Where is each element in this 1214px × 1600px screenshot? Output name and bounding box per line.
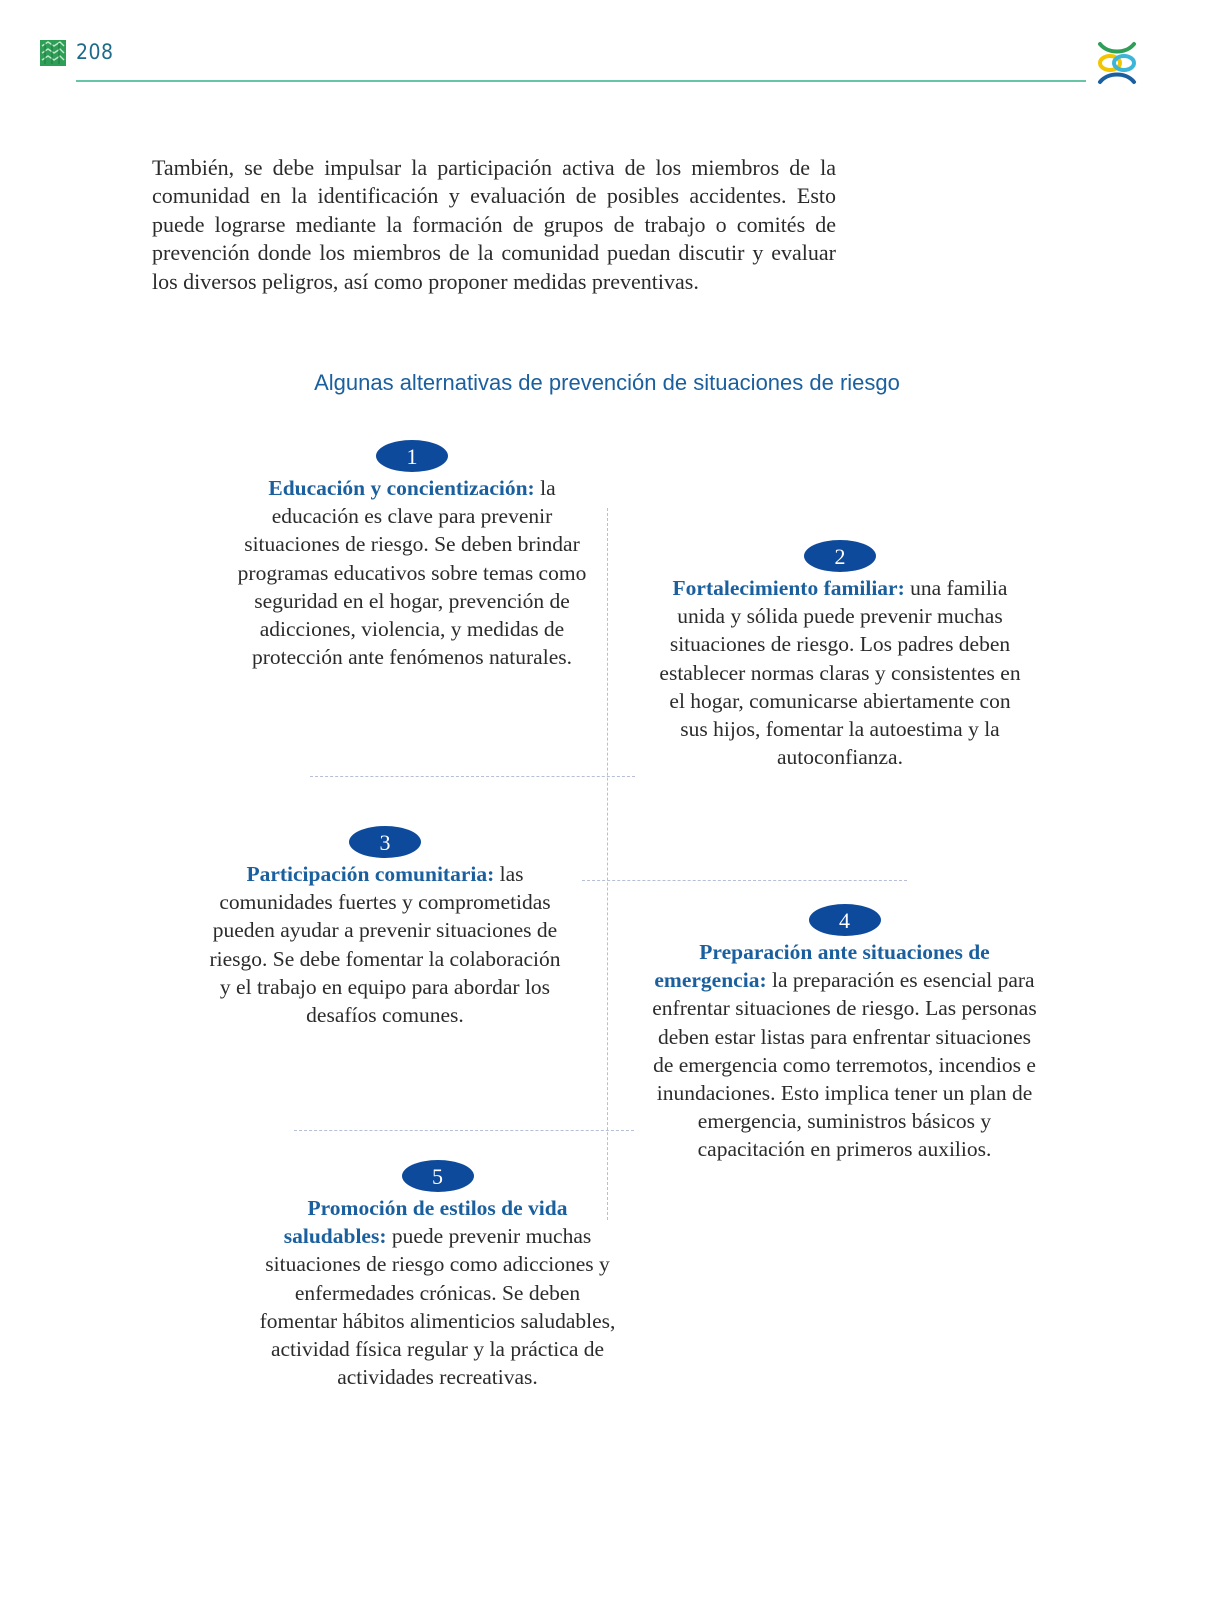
item-body: puede prevenir muchas situaciones de riesgo como adicciones y enfermedades crónicas. Se deben fomentar hábitos alimenticios saludables, actividad física regular y la práctica de actividades recreativas.: [259, 1224, 616, 1390]
alternative-item-2: [655, 540, 1025, 771]
item-heading: Fortalecimiento familiar:: [672, 576, 905, 600]
alternative-item-5: [255, 1160, 620, 1391]
horizontal-divider: [582, 880, 907, 881]
horizontal-divider: [294, 1130, 634, 1131]
number-badge: 5: [402, 1160, 474, 1192]
alternative-item-3: [205, 826, 565, 1029]
alternative-item-4: [652, 904, 1037, 1164]
section-title: Algunas alternativas de prevención de situaciones de riesgo: [314, 370, 900, 395]
leaf-pattern-icon: [40, 40, 66, 66]
interlocking-rings-logo: [1094, 40, 1140, 86]
page-number: 208: [76, 40, 114, 64]
number-badge: 3: [349, 826, 421, 858]
alternative-item-1: [237, 440, 587, 671]
item-heading: Preparación ante situaciones de emergencia:: [654, 940, 990, 993]
header-rule: [76, 80, 1086, 82]
item-heading: Participación comunitaria:: [246, 862, 495, 886]
item-heading: Educación y concientización:: [268, 476, 535, 500]
item-body: la preparación es esencial para enfrentar situaciones de riesgo. Las personas deben estar listas para enfrentar situaciones de emergencia como terremotos, incendios e inundaciones. Esto implica tener un plan de emergencia, suministros básicos y capacitación en primeros auxilios.: [652, 968, 1037, 1162]
item-body: una familia unida y sólida puede prevenir muchas situaciones de riesgo. Los padres deben establecer normas claras y consistentes en el hogar, comunicarse abiertamente con sus hijos, fomentar la autoestima y la autoconfianza.: [659, 576, 1021, 770]
vertical-divider: [607, 508, 608, 1220]
number-badge: 2: [804, 540, 876, 572]
item-body: las comunidades fuertes y comprometidas pueden ayudar a prevenir situaciones de riesgo. Se debe fomentar la colaboración y el trabajo en equipo para abordar los desafíos comunes.: [209, 862, 561, 1028]
horizontal-divider: [310, 776, 635, 777]
item-heading: Promoción de estilos de vida saludables:: [283, 1196, 568, 1249]
number-badge: 1: [376, 440, 448, 472]
number-badge: 4: [809, 904, 881, 936]
intro-paragraph: También, se debe impulsar la participación activa de los miembros de la comunidad en la identificación y evaluación de posibles accidentes. Esto puede lograrse mediante la formación de grupos de trabajo o comités de prevención donde los miembros de la comunidad puedan discutir y evaluar los diversos peligros, así como proponer medidas preventivas.: [152, 155, 836, 294]
item-body: la educación es clave para prevenir situaciones de riesgo. Se deben brindar programas educativos sobre temas como seguridad en el hogar, prevención de adicciones, violencia, y medidas de protección ante fenómenos naturales.: [237, 476, 587, 670]
